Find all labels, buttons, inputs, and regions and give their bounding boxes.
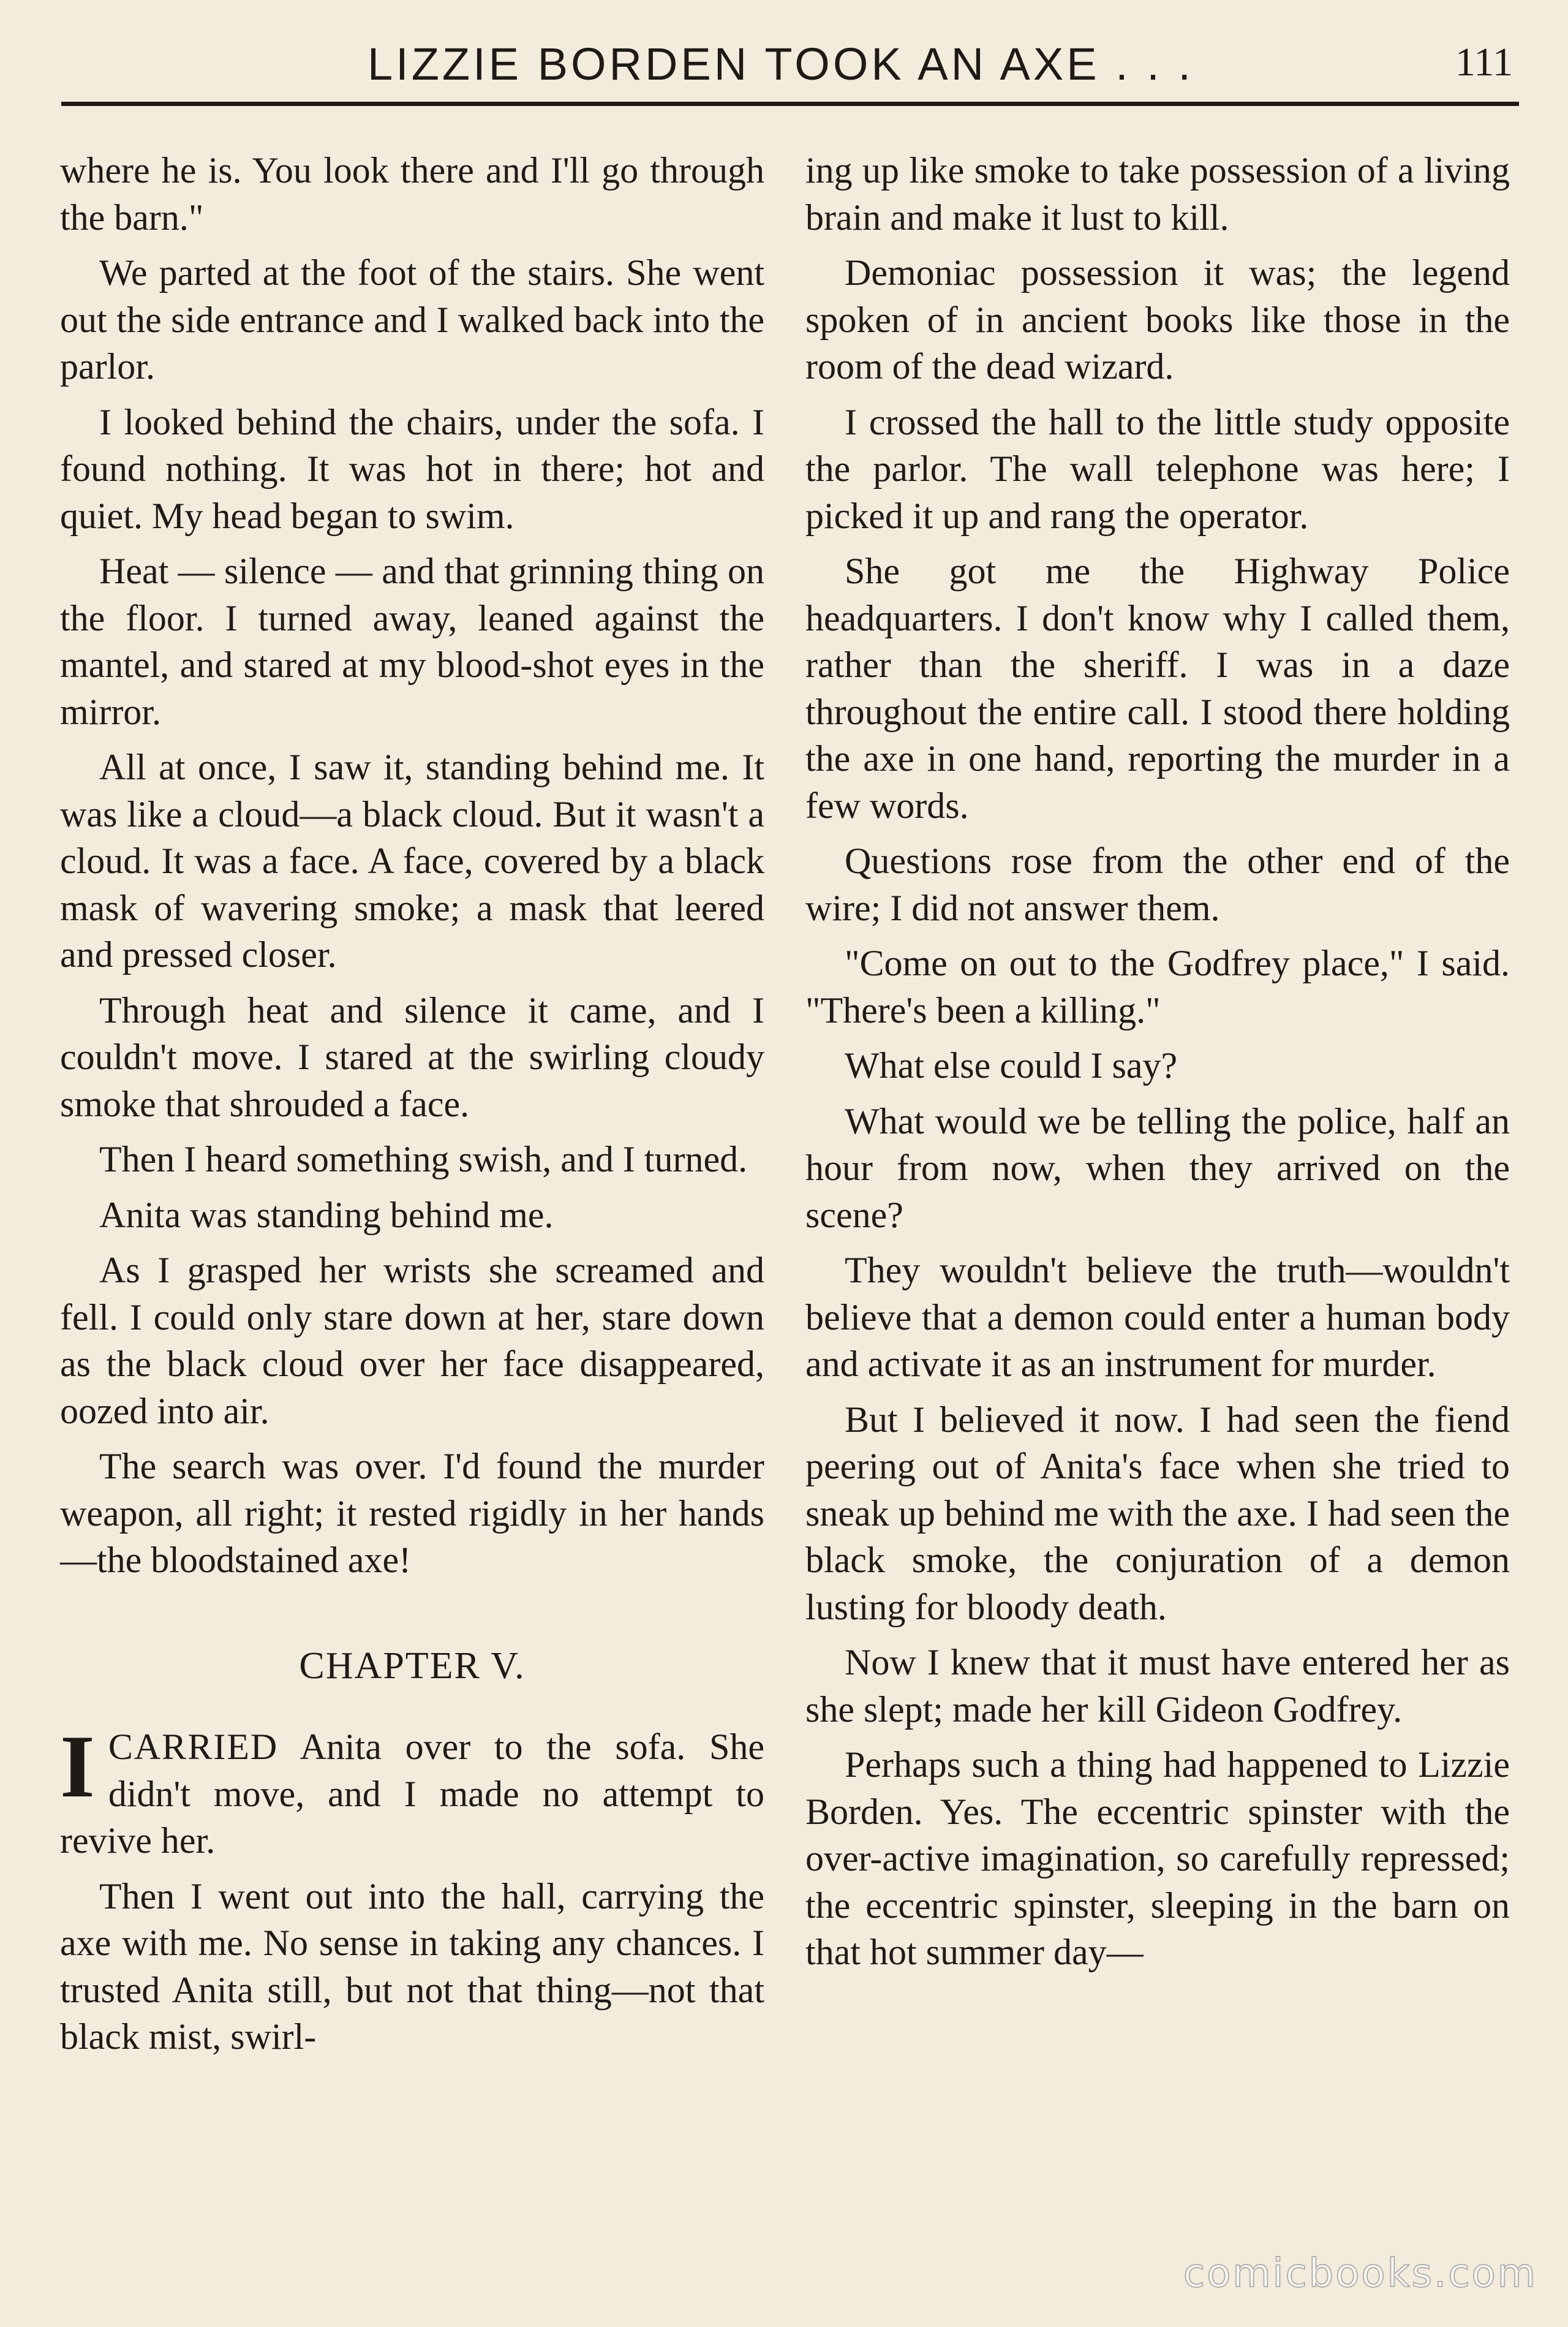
paragraph: Then I heard something swish, and I turned. — [99, 1139, 748, 1179]
paragraph: As I grasped her wrists she screamed and fell. I could only stare down at her, stare down as the black cloud over her face disappeared, oozed into air. — [60, 1250, 764, 1431]
paragraph: Through heat and silence it came, and I couldn't move. I stared at the swirling cloudy smoke that shrouded a face. — [60, 989, 764, 1124]
chapter-opening-paragraph — [60, 1717, 764, 1864]
watermark: comicbooks.com — [1183, 2251, 1537, 2296]
paragraph: I looked behind the chairs, under the sofa. I found nothing. It was hot in there; hot and quiet. My head began to swim. — [60, 401, 764, 536]
paragraph: What would we be telling the police, half an hour from now, when they arrived on the scene? — [805, 1100, 1510, 1235]
paragraph: All at once, I saw it, standing behind me. It was like a cloud—a black cloud. But it wasn't a cloud. It was a face. A face, covered by a black mask of wavering smoke; a mask that leered and pressed closer. — [60, 747, 764, 975]
drop-cap: I — [60, 1717, 95, 1816]
lead-word: CARRIED — [108, 1727, 279, 1767]
paragraph: Then I went out into the hall, carrying the axe with me. No sense in taking any chances. I trusted Anita still, but not that thing—not that black mist, swirl- — [60, 1875, 764, 2057]
paragraph: What else could I say? — [845, 1045, 1178, 1086]
right-column — [805, 147, 1510, 1985]
paragraph-text: Anita over to the sofa. She didn't move, and I made no attempt to revive her. — [60, 1727, 764, 1861]
running-header — [61, 29, 1519, 106]
header-title: LIZZIE BORDEN TOOK AN AXE . . . — [368, 39, 1194, 89]
page-number: 111 — [1455, 40, 1513, 85]
paragraph: where he is. You look there and I'll go through the barn." — [60, 150, 764, 238]
paragraph: But I believed it now. I had seen the fiend peering out of Anita's face when she tried to sneak up behind me with the axe. I had seen the black smoke, the conjuration of a demon lusting for bloody death. — [805, 1399, 1510, 1627]
paragraph: They wouldn't believe the truth—wouldn't believe that a demon could enter a human body and activate it as an instrument for murder. — [805, 1250, 1510, 1384]
paragraph: Heat — silence — and that grinning thing on the floor. I turned away, leaned against the mantel, and stared at my blood-shot eyes in the mirror. — [60, 551, 764, 732]
paragraph: Perhaps such a thing had happened to Lizzie Borden. Yes. The eccentric spinster with the over-active imagination, so carefully repressed; the eccentric spinster, sleeping in the barn on that hot summer day— — [805, 1744, 1510, 1972]
paragraph: ing up like smoke to take possession of a living brain and make it lust to kill. — [805, 150, 1510, 238]
paragraph: Now I knew that it must have entered her as she slept; made her kill Gideon Godfrey. — [805, 1642, 1510, 1730]
paragraph: Questions rose from the other end of the wire; I did not answer them. — [805, 841, 1510, 928]
paragraph: The search was over. I'd found the murder weapon, all right; it rested rigidly in her hands—the bloodstained axe! — [60, 1446, 764, 1580]
paragraph: Anita was standing behind me. — [99, 1194, 554, 1235]
paragraph: "Come on out to the Godfrey place," I said. "There's been a killing." — [805, 943, 1510, 1031]
left-column — [60, 147, 764, 2069]
chapter-heading: CHAPTER V. — [299, 1644, 526, 1687]
paragraph: I crossed the hall to the little study opposite the parlor. The wall telephone was here; I picked it up and rang the operator. — [805, 401, 1510, 536]
paragraph: She got me the Highway Police headquarters. I don't know why I called them, rather than the sheriff. I was in a daze throughout the entire call. I stood there holding the axe in one hand, reporting the murder in a few words. — [805, 551, 1510, 826]
paragraph: Demoniac possession it was; the legend spoken of in ancient books like those in the room of the dead wizard. — [805, 252, 1510, 387]
paragraph: We parted at the foot of the stairs. She went out the side entrance and I walked back into the parlor. — [60, 252, 764, 387]
